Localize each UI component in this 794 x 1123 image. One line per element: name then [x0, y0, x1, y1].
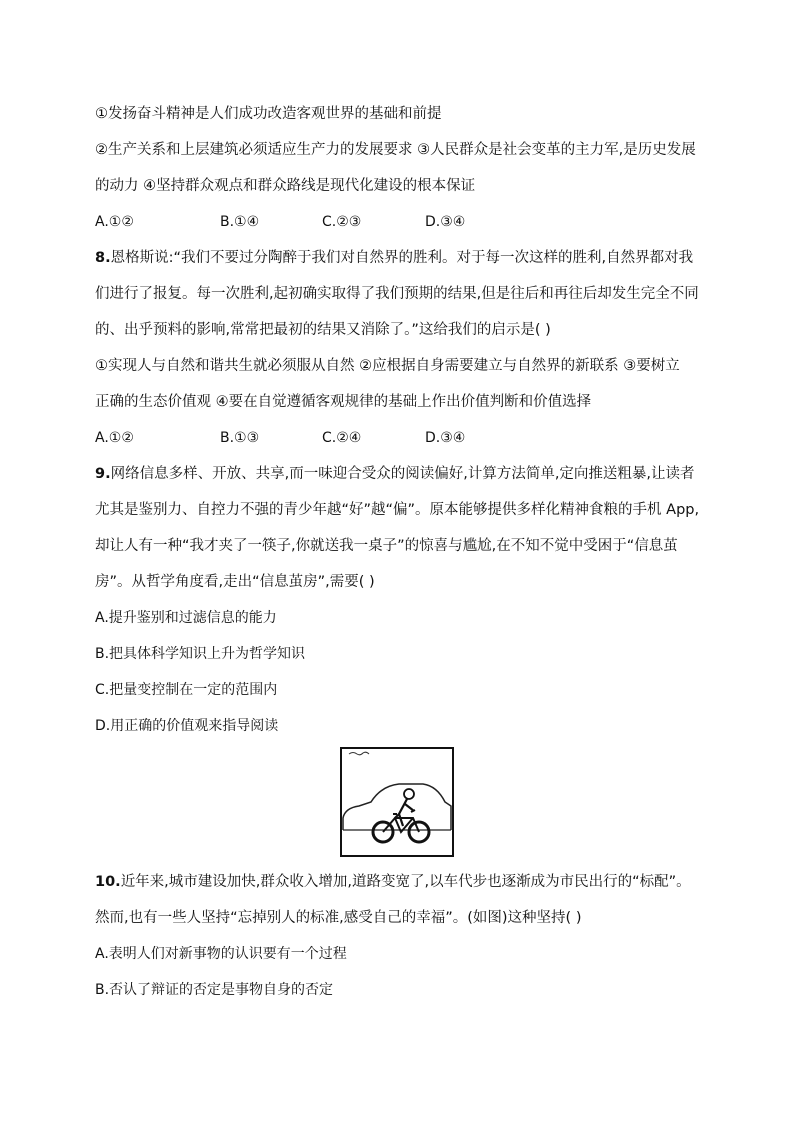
q7-option-c: C.②③ — [322, 214, 362, 230]
q7-option-b: B.①④ — [220, 214, 260, 230]
q10-option-a: A.表明人们对新事物的认识要有一个过程 — [95, 946, 347, 962]
q10-stem-text-1: 近年来,城市建设加快,群众收入增加,道路变宽了,以车代步也逐渐成为市民出行的“标配”。 — [120, 874, 691, 890]
q8-stem-line-2: 们进行了报复。每一次胜利,起初确实取得了我们预期的结果,但是往后和再往后却发生完全不同 — [95, 286, 699, 302]
q9-stem-text-1: 网络信息多样、开放、共享,而一味迎合受众的阅读偏好,计算方法简单,定向推送粗暴,让读者 — [110, 466, 695, 482]
q8-number: 8. — [95, 250, 111, 266]
q8-option-c: C.②④ — [322, 430, 362, 446]
q9-stem-line-1 — [95, 464, 695, 484]
q9-option-b: B.把具体科学知识上升为哲学知识 — [95, 646, 306, 662]
q7-option-a: A.①② — [95, 214, 134, 230]
q9-option-d: D.用正确的价值观来指导阅读 — [95, 718, 279, 734]
q7-statement-2-line-1: ②生产关系和上层建筑必须适应生产力的发展要求 ③人民群众是社会变革的主力军,是历史发展 — [95, 142, 696, 158]
q7-statement-1: ①发扬奋斗精神是人们成功改造客观世界的基础和前提 — [95, 106, 442, 122]
q9-option-c: C.把量变控制在一定的范围内 — [95, 682, 278, 698]
q9-stem-line-4: 房”。从哲学角度看,走出“信息茧房”,需要( ) — [95, 574, 375, 590]
q10-option-b: B.否认了辩证的否定是事物自身的否定 — [95, 982, 334, 998]
q8-statement-line-1: ①实现人与自然和谐共生就必须服从自然 ②应根据自身需要建立与自然界的新联系 ③要树立 — [95, 358, 680, 374]
q9-stem-line-3: 却让人有一种“我才夹了一筷子,你就送我一桌子”的惊喜与尴尬,在不知不觉中受困于“信息茧 — [95, 538, 678, 554]
q7-statement-2-line-2: 的动力 ④坚持群众观点和群众路线是现代化建设的根本保证 — [95, 178, 476, 194]
q8-option-d: D.③④ — [425, 430, 466, 446]
q10-number: 10. — [95, 874, 121, 890]
q8-option-b: B.①③ — [220, 430, 260, 446]
q8-statement-line-2: 正确的生态价值观 ④要在自觉遵循客观规律的基础上作出价值判断和价值选择 — [95, 394, 592, 410]
q8-stem-line-1 — [95, 248, 693, 268]
q10-stem-line-2: 然而,也有一些人坚持“忘掉别人的标准,感受自己的幸福”。(如图)这种坚持( ) — [95, 910, 582, 926]
q8-option-a: A.①② — [95, 430, 134, 446]
q8-stem-line-3: 的、出乎预料的影响,常常把最初的结果又消除了。”这给我们的启示是( ) — [95, 322, 551, 338]
q10-stem-line-1 — [95, 872, 691, 892]
cyclist-in-car-figure — [337, 746, 457, 858]
q7-option-d: D.③④ — [425, 214, 466, 230]
q9-stem-line-2: 尤其是鉴别力、自控力不强的青少年越“好”越“偏”。原本能够提供多样化精神食粮的手机 App, — [95, 502, 700, 518]
cyclist-in-car-icon — [337, 746, 457, 858]
q8-stem-text-1: 恩格斯说:“我们不要过分陶醉于我们对自然界的胜利。对于每一次这样的胜利,自然界都对我 — [110, 250, 694, 266]
q9-option-a: A.提升鉴别和过滤信息的能力 — [95, 610, 277, 626]
q9-number: 9. — [95, 466, 111, 482]
